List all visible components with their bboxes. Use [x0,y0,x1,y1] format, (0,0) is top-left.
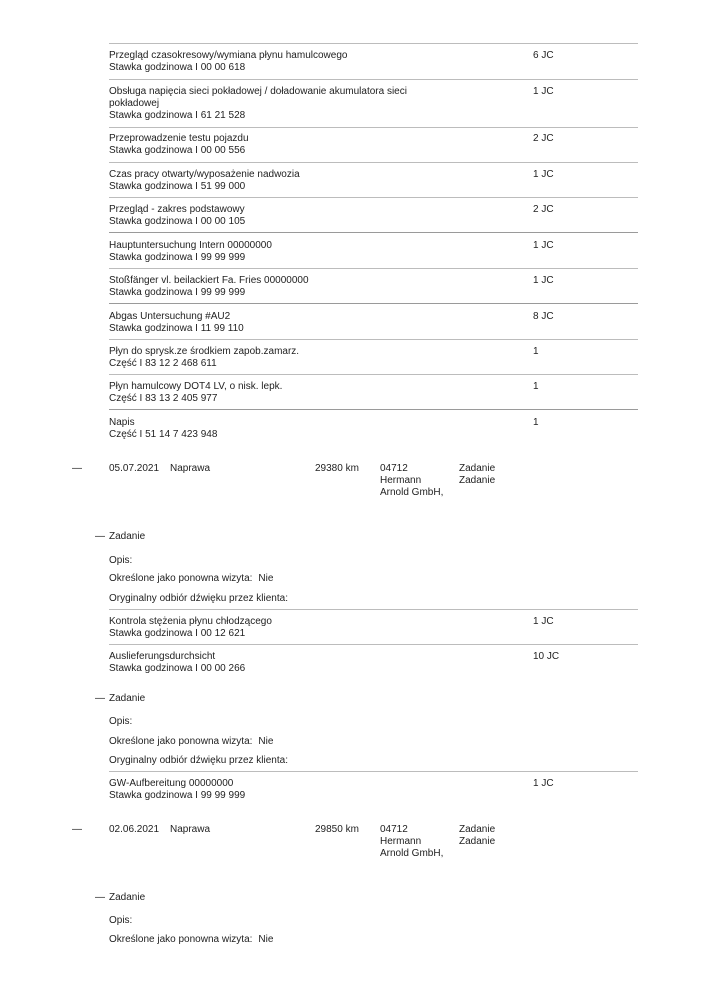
list-item [109,417,638,441]
dealer-code: 04712 [380,463,408,474]
item-quantity: 10 JC [533,651,560,662]
list-item [109,133,638,157]
order-tasks [459,463,495,487]
revisit-field [109,934,273,946]
divider [109,232,638,233]
revisit-label: Określone jako ponowna wizyta: [109,736,253,747]
order-date: 02.06.2021 [109,824,160,835]
order-dealer [380,824,460,860]
collapse-icon[interactable]: — [95,693,105,704]
item-code: Część I 51 14 7 423 948 [109,429,218,440]
dealer-code: 04712 [380,824,408,835]
revisit-label: Określone jako ponowna wizyta: [109,573,253,584]
divider [109,409,638,410]
item-description: Napis [109,417,135,428]
item-code: Stawka godzinowa I 00 00 266 [109,663,246,674]
order-type: Naprawa [170,463,211,474]
divider [109,162,638,163]
task-description: Opis: [109,915,133,926]
revisit-value: Nie [258,573,274,584]
list-item [109,86,638,122]
task-label: Zadanie [459,463,496,474]
list-item [109,275,638,299]
sound-label: Oryginalny odbiór dźwięku przez klienta: [109,755,288,766]
list-item [109,204,638,228]
item-code: Stawka godzinowa I 00 00 105 [109,216,246,227]
revisit-value: Nie [258,934,274,945]
task-description: Opis: [109,716,133,727]
list-item [109,346,638,370]
item-code: Stawka godzinowa I 99 99 999 [109,790,246,801]
divider [109,127,638,128]
divider [109,644,638,645]
task-label: Zadanie [459,824,496,835]
order-date: 05.07.2021 [109,463,160,474]
order-dealer [380,463,460,499]
task-header[interactable] [95,531,145,543]
task-title: Zadanie [109,531,146,542]
revisit-value: Nie [258,736,274,747]
item-description: GW-Aufbereitung 00000000 [109,778,234,789]
item-description: Płyn do sprysk.ze środkiem zapob.zamarz. [109,346,300,357]
divider [109,339,638,340]
list-item [109,240,638,264]
item-quantity: 8 JC [533,311,554,322]
item-code: Stawka godzinowa I 99 99 999 [109,252,246,263]
item-description: Przegląd czasokresowy/wymiana płynu hamulcowego [109,50,348,61]
item-description: Obsługa napięcia sieci pokładowej / doładowanie akumulatora sieci pokładowej [109,86,407,109]
item-code: Stawka godzinowa I 99 99 999 [109,287,246,298]
item-description: Czas pracy otwarty/wyposażenie nadwozia [109,169,300,180]
revisit-label: Określone jako ponowna wizyta: [109,934,253,945]
item-code: Stawka godzinowa I 00 12 621 [109,628,246,639]
task-header[interactable] [95,693,145,705]
list-item [109,381,638,405]
task-description: Opis: [109,555,133,566]
item-code: Stawka godzinowa I 61 21 528 [109,110,246,121]
item-quantity: 1 JC [533,275,554,286]
dealer-name: Arnold GmbH, [380,848,444,859]
item-quantity: 1 [533,346,539,357]
collapse-order-button[interactable]: — [72,824,82,835]
collapse-icon[interactable]: — [95,892,105,903]
task-label: Zadanie [459,836,496,847]
item-code: Część I 83 12 2 468 611 [109,358,217,369]
divider [109,79,638,80]
item-quantity: 1 JC [533,778,554,789]
order-row [0,824,704,868]
task-label: Zadanie [459,475,496,486]
item-code: Część I 83 13 2 405 977 [109,393,218,404]
order-tasks [459,824,495,848]
dealer-name: Arnold GmbH, [380,487,444,498]
item-description: Abgas Untersuchung #AU2 [109,311,231,322]
collapse-order-button[interactable]: — [72,463,82,474]
divider [109,268,638,269]
item-description: Płyn hamulcowy DOT4 LV, o nisk. lepk. [109,381,283,392]
dealer-name: Hermann [380,836,422,847]
item-code: Stawka godzinowa I 00 00 618 [109,62,246,73]
list-item [109,169,638,193]
item-description: Auslieferungsdurchsicht [109,651,216,662]
item-code: Stawka godzinowa I 51 99 000 [109,181,246,192]
sound-label: Oryginalny odbiór dźwięku przez klienta: [109,593,288,604]
item-code: Stawka godzinowa I 11 99 110 [109,323,244,334]
task-title: Zadanie [109,693,146,704]
item-quantity: 2 JC [533,204,554,215]
item-quantity: 1 JC [533,86,554,97]
order-type: Naprawa [170,824,211,835]
item-code: Stawka godzinowa I 00 00 556 [109,145,246,156]
list-item [109,651,638,675]
item-quantity: 1 JC [533,169,554,180]
item-quantity: 1 [533,417,539,428]
order-mileage: 29850 km [315,824,359,835]
item-description: Hauptuntersuchung Intern 00000000 [109,240,272,251]
item-description: Kontrola stężenia płynu chłodzącego [109,616,272,627]
divider [109,609,638,610]
revisit-field [109,573,273,585]
item-quantity: 1 JC [533,240,554,251]
revisit-field [109,736,273,748]
divider [109,771,638,772]
item-quantity: 1 JC [533,616,554,627]
divider [109,43,638,44]
order-row [0,463,704,507]
list-item [109,616,638,640]
task-header[interactable] [95,892,145,904]
task-title: Zadanie [109,892,146,903]
item-quantity: 1 [533,381,539,392]
item-description: Stoßfänger vl. beilackiert Fa. Fries 00000000 [109,275,309,286]
divider [109,374,638,375]
list-item [109,778,638,802]
divider [109,197,638,198]
list-item [109,311,638,335]
item-description: Przegląd - zakres podstawowy [109,204,245,215]
item-quantity: 6 JC [533,50,554,61]
collapse-icon[interactable]: — [95,531,105,542]
item-description: Przeprowadzenie testu pojazdu [109,133,249,144]
list-item [109,50,638,74]
order-mileage: 29380 km [315,463,359,474]
item-quantity: 2 JC [533,133,554,144]
divider [109,303,638,304]
dealer-name: Hermann [380,475,422,486]
